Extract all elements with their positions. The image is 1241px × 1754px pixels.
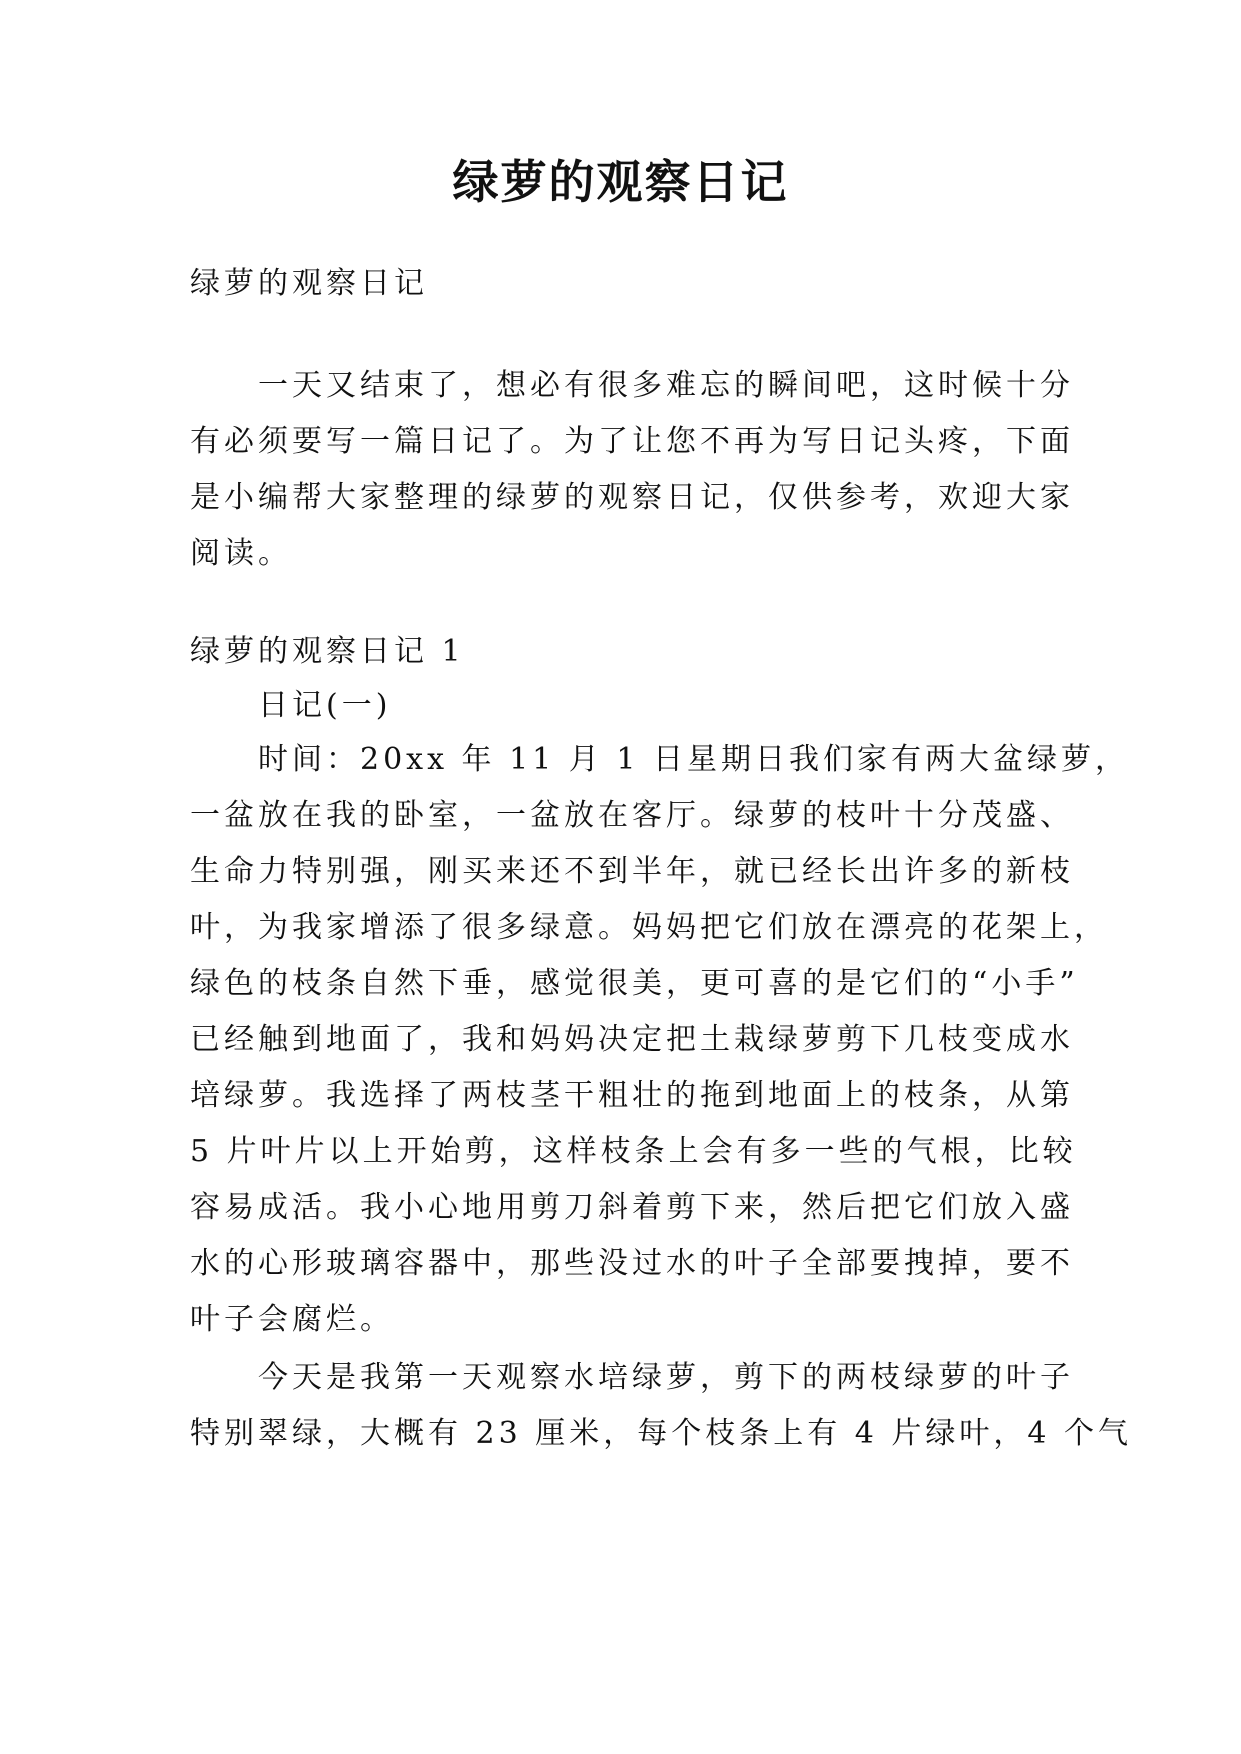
paragraph-line: 时间：20xx 年 11 月 1 日星期日我们家有两大盆绿萝， xyxy=(258,742,1129,777)
paragraph-line: 特别翠绿，大概有 23 厘米，每个枝条上有 4 片绿叶，4 个气 xyxy=(190,1416,1133,1451)
paragraph-line: 已经触到地面了，我和妈妈决定把土栽绿萝剪下几枝变成水 xyxy=(190,1022,1074,1057)
section-heading: 绿萝的观察日记 1 xyxy=(190,634,465,669)
intro-line: 有必须要写一篇日记了。为了让您不再为写日记头疼，下面 xyxy=(190,424,1074,459)
paragraph-line: 今天是我第一天观察水培绿萝，剪下的两枝绿萝的叶子 xyxy=(258,1360,1074,1395)
paragraph-line: 一盆放在我的卧室，一盆放在客厅。绿萝的枝叶十分茂盛、 xyxy=(190,798,1074,833)
paragraph-line: 绿色的枝条自然下垂，感觉很美，更可喜的是它们的“小手” xyxy=(190,966,1079,1001)
paragraph-line: 容易成活。我小心地用剪刀斜着剪下来，然后把它们放入盛 xyxy=(190,1190,1074,1225)
document-subtitle: 绿萝的观察日记 xyxy=(190,266,428,301)
document-title: 绿萝的观察日记 xyxy=(452,155,789,209)
paragraph-line: 叶子会腐烂。 xyxy=(190,1302,394,1337)
paragraph-line: 5 片叶片以上开始剪，这样枝条上会有多一些的气根，比较 xyxy=(190,1134,1077,1169)
paragraph-line: 叶，为我家增添了很多绿意。妈妈把它们放在漂亮的花架上， xyxy=(190,910,1108,945)
paragraph-line: 培绿萝。我选择了两枝茎干粗壮的拖到地面上的枝条，从第 xyxy=(190,1078,1074,1113)
intro-line: 一天又结束了，想必有很多难忘的瞬间吧，这时候十分 xyxy=(258,368,1074,403)
paragraph-line: 生命力特别强，刚买来还不到半年，就已经长出许多的新枝 xyxy=(190,854,1074,889)
intro-line: 阅读。 xyxy=(190,536,292,571)
paragraph-line: 水的心形玻璃容器中，那些没过水的叶子全部要拽掉，要不 xyxy=(190,1246,1074,1281)
diary-label: 日记(一) xyxy=(258,688,392,723)
intro-line: 是小编帮大家整理的绿萝的观察日记，仅供参考，欢迎大家 xyxy=(190,480,1074,515)
